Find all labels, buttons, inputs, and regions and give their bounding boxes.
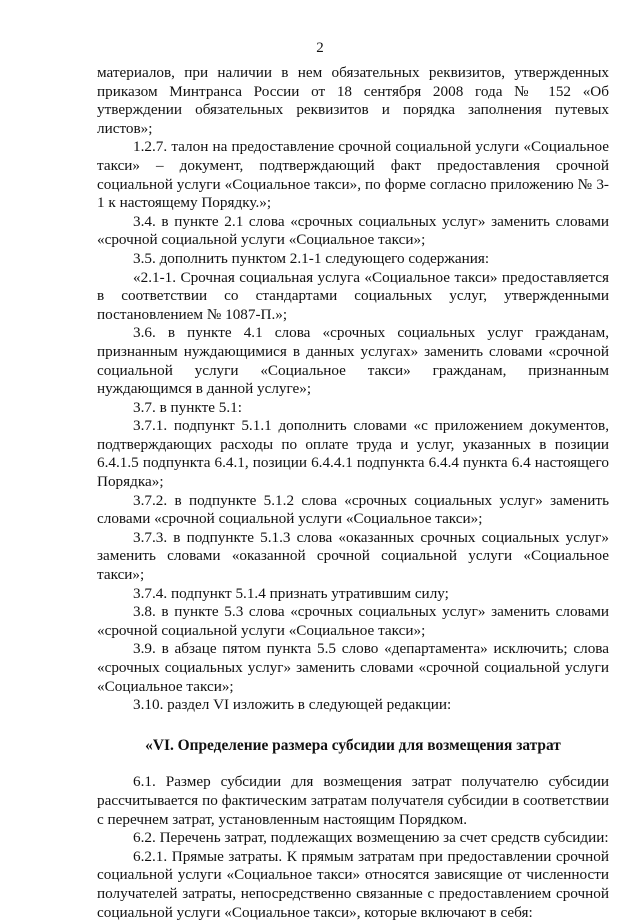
paragraph-3-5: 3.5. дополнить пунктом 2.1-1 следующего содержания: [133,249,490,267]
paragraph-3-7-3: 3.7.3. в подпункте 5.1.3 слова «оказанных срочных социальных услуг» заменить словами «оказанной срочной социальной услуги «Социальное такси»; [97,528,609,584]
paragraph-6-1: 6.1. Размер субсидии для возмещения затрат получателю субсидии рассчитывается по фактическим затратам получателя субсидии в соответствии с перечнем затрат, установленным настоящим Порядком. [97,773,609,828]
paragraph-6-2-1: 6.2.1. Прямые затраты. К прямым затратам при предоставлении срочной социальной услуги «Социальное такси» относятся зависящие от численности получателей затраты, непосредственно связанные с предоставлением срочной социальной услуги «Социальное такси», которые включают в себя: [97,847,609,921]
paragraph-3-8: 3.8. в пункте 5.3 слова «срочных социальных услуг» заменить словами «срочной социальной услуги «Социальное такси»; [97,603,609,639]
paragraph-3-10: 3.10. раздел VI изложить в следующей редакции: [133,696,452,714]
paragraph-3-7: 3.7. в пункте 5.1: [133,398,242,416]
page-number: 2 [316,40,324,56]
document-body [97,64,609,922]
section-heading: «VI. Определение размера субсидии для возмещения затрат [145,736,561,754]
paragraph-6-2: 6.2. Перечень затрат, подлежащих возмещению за счет средств субсидии: [133,829,609,847]
paragraph-3-7-4: 3.7.4. подпункт 5.1.4 признать утратившим силу; [133,584,449,602]
paragraph-3-7-1: 3.7.1. подпункт 5.1.1 дополнить словами «с приложением документов, подтверждающих расходы по оплате труда и услуг, указанных в позиции 6.4.1.5 подпункта 6.4.1, позиции 6.4.4.1 подпункта 6.4.4 пункта 6.4 настоящего Порядка»; [97,417,609,491]
paragraph-3-4: 3.4. в пункте 2.1 слова «срочных социальных услуг» заменить словами «срочной социальной услуги «Социальное такси»; [97,212,609,249]
paragraph-3-9: 3.9. в абзаце пятом пункта 5.5 слово «департамента» исключить; слова «срочных социальных услуг» заменить словами «срочной социальной услуги «Социальное такси»; [97,640,609,695]
paragraph-3-7-2: 3.7.2. в подпункте 5.1.2 слова «срочных социальных услуг» заменить словами «срочной социальной услуги «Социальное такси»; [97,491,609,528]
paragraph-3-6: 3.6. в пункте 4.1 слова «срочных социальных услуг гражданам, признанным нуждающимися в данных услугах» заменить словами «срочной социальной услуги «Социальное такси» гражданам, признанным нуждающимся в данной услуге»; [97,324,609,398]
paragraph-1-2-7: 1.2.7. талон на предоставление срочной социальной услуги «Социальное такси» – документ, подтверждающий факт предоставления срочной социальной услуги «Социальное такси», по форме согласно приложению № 3-1 к настоящему Порядку.»; [97,138,609,212]
paragraph-2-1-1: «2.1-1. Срочная социальная услуга «Социальное такси» предоставляется в соответствии со стандартами социальных услуг, утвержденными постановлением № 1087-П.»; [97,268,609,323]
paragraph-continuation: материалов, при наличии в нем обязательных реквизитов, утвержденных приказом Минтранса России от 18 сентября 2008 года № 152 «Об утверждении обязательных реквизитов и порядка заполнения путевых листов»; [97,64,609,137]
